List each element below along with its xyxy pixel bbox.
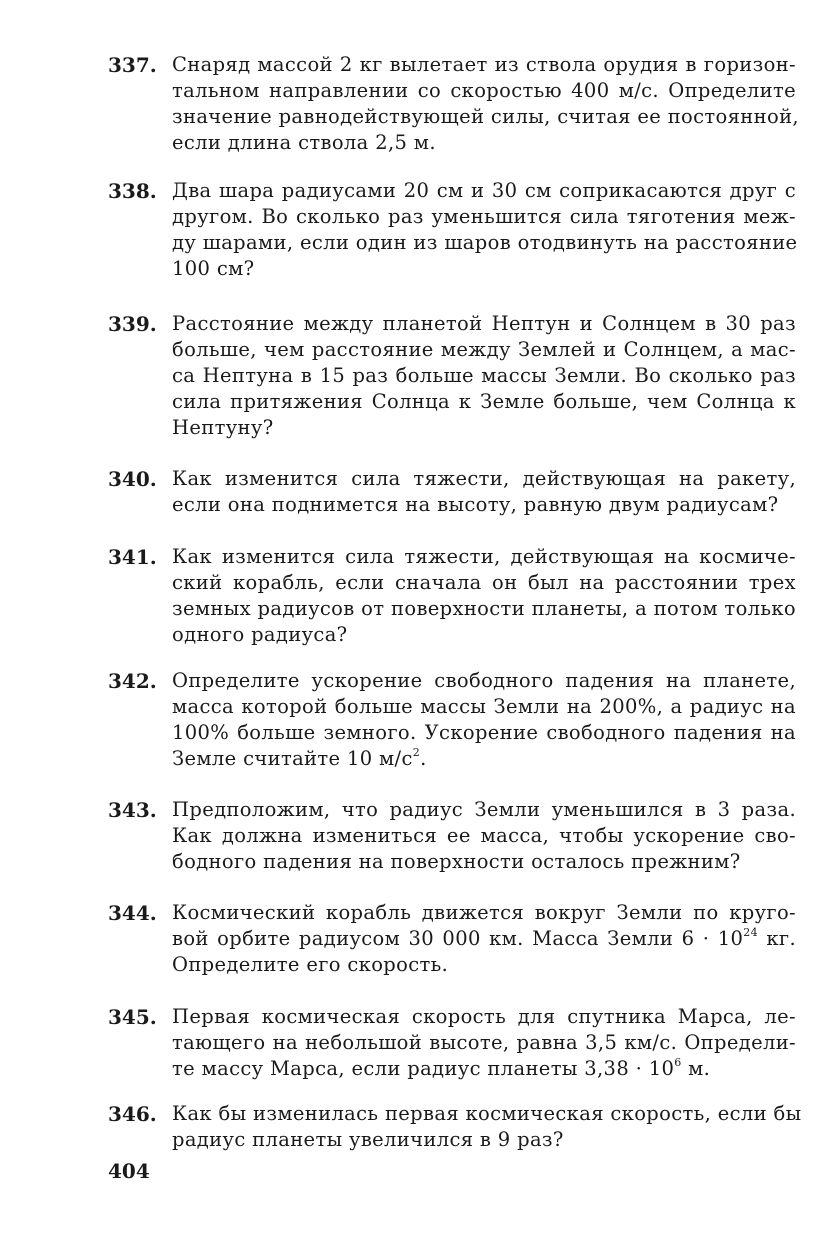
text-line: ский корабль, если сначала он был на расстоянии трех (172, 571, 796, 594)
text-line: значение равнодействующей силы, считая ее постоянной, (172, 105, 799, 128)
superscript: 2 (412, 745, 421, 759)
text-line: ду шарами, если один из шаров отодвинуть на расстояние (172, 231, 798, 254)
problem-number: 343. (108, 798, 157, 822)
problem-text (172, 466, 796, 518)
problem-number: 341. (108, 545, 157, 569)
text-line: радиус планеты увеличился в 9 раз? (172, 1128, 564, 1151)
text-line: Космический корабль движется вокруг Земли по круго- (172, 901, 796, 924)
problem-text (172, 178, 796, 282)
problem-number: 338. (108, 179, 157, 203)
text-line (172, 746, 796, 772)
superscript: 24 (743, 925, 758, 939)
text-segment: Земле считайте 10 м/с (172, 747, 413, 770)
text-line: Расстояние между планетой Нептун и Солнцем в 30 раз (172, 312, 796, 335)
text-line: Определите его скорость. (172, 953, 449, 976)
text-segment: вой орбите радиусом 30 000 км. Масса Земли 6 · 10 (172, 927, 744, 950)
text-line: если она поднимется на высоту, равную двум радиусам? (172, 493, 779, 516)
problem-text (172, 900, 796, 978)
problem-text (172, 797, 796, 875)
text-line: Предположим, что радиус Земли уменьшился в 3 раза. (172, 798, 796, 821)
text-line: бодного падения на поверхности осталось прежним? (172, 850, 741, 873)
text-line: Снаряд массой 2 кг вылетает из ствола орудия в горизон- (172, 53, 796, 76)
text-segment: кг. (757, 927, 797, 950)
text-line (172, 926, 796, 952)
text-line: Определите ускорение свободного падения на планете, (172, 669, 796, 692)
problem-text (172, 1101, 802, 1153)
superscript: 6 (674, 1055, 682, 1069)
problem-text (172, 544, 796, 648)
text-line: Первая космическая скорость для спутника Марса, ле- (172, 1005, 796, 1028)
text-line: масса которой больше массы Земли на 200%, а радиус на (172, 695, 796, 718)
text-line: Два шара радиусами 20 см и 30 см соприкасаются друг с (172, 179, 796, 202)
problem-number: 337. (108, 53, 157, 77)
text-line: Как изменится сила тяжести, действующая на космиче- (172, 545, 796, 568)
text-line: земных радиусов от поверхности планеты, а потом только (172, 597, 796, 620)
text-line: если длина ствола 2,5 м. (172, 131, 436, 154)
problem-text (172, 668, 796, 772)
problem-text (172, 52, 799, 156)
problem-number: 344. (108, 901, 157, 925)
text-line: 100 см? (172, 257, 255, 280)
text-line (172, 1056, 796, 1082)
text-line: Как изменится сила тяжести, действующая на ракету, (172, 467, 796, 490)
text-line: одного радиуса? (172, 623, 348, 646)
problem-text (172, 311, 796, 441)
text-line: тающего на небольшой высоте, равна 3,5 км/с. Определи- (172, 1031, 796, 1054)
problem-number: 339. (108, 312, 157, 336)
problem-text (172, 1004, 796, 1082)
problem-number: 342. (108, 669, 157, 693)
text-segment: . (420, 747, 427, 770)
text-segment: те массу Марса, если радиус планеты 3,38 · 10 (172, 1057, 675, 1080)
problem-number: 345. (108, 1005, 157, 1029)
text-line: другом. Во сколько раз уменьшится сила тяготения меж- (172, 205, 796, 228)
text-line: 100% больше земного. Ускорение свободного падения на (172, 721, 796, 744)
text-line: тальном направлении со скоростью 400 м/с. Определите (172, 79, 796, 102)
page-number: 404 (108, 1159, 150, 1183)
text-line: са Нептуна в 15 раз больше массы Земли. Во сколько раз (172, 364, 796, 387)
text-line: Нептуну? (172, 416, 274, 439)
text-line: Как бы изменилась первая космическая скорость, если бы (172, 1102, 802, 1125)
problem-number: 340. (108, 467, 157, 491)
text-segment: м. (681, 1057, 711, 1080)
text-line: сила притяжения Солнца к Земле больше, чем Солнца к (172, 390, 796, 413)
text-line: больше, чем расстояние между Землей и Солнцем, а мас- (172, 338, 796, 361)
text-line: Как должна измениться ее масса, чтобы ускорение сво- (172, 824, 796, 847)
problem-number: 346. (108, 1102, 157, 1126)
